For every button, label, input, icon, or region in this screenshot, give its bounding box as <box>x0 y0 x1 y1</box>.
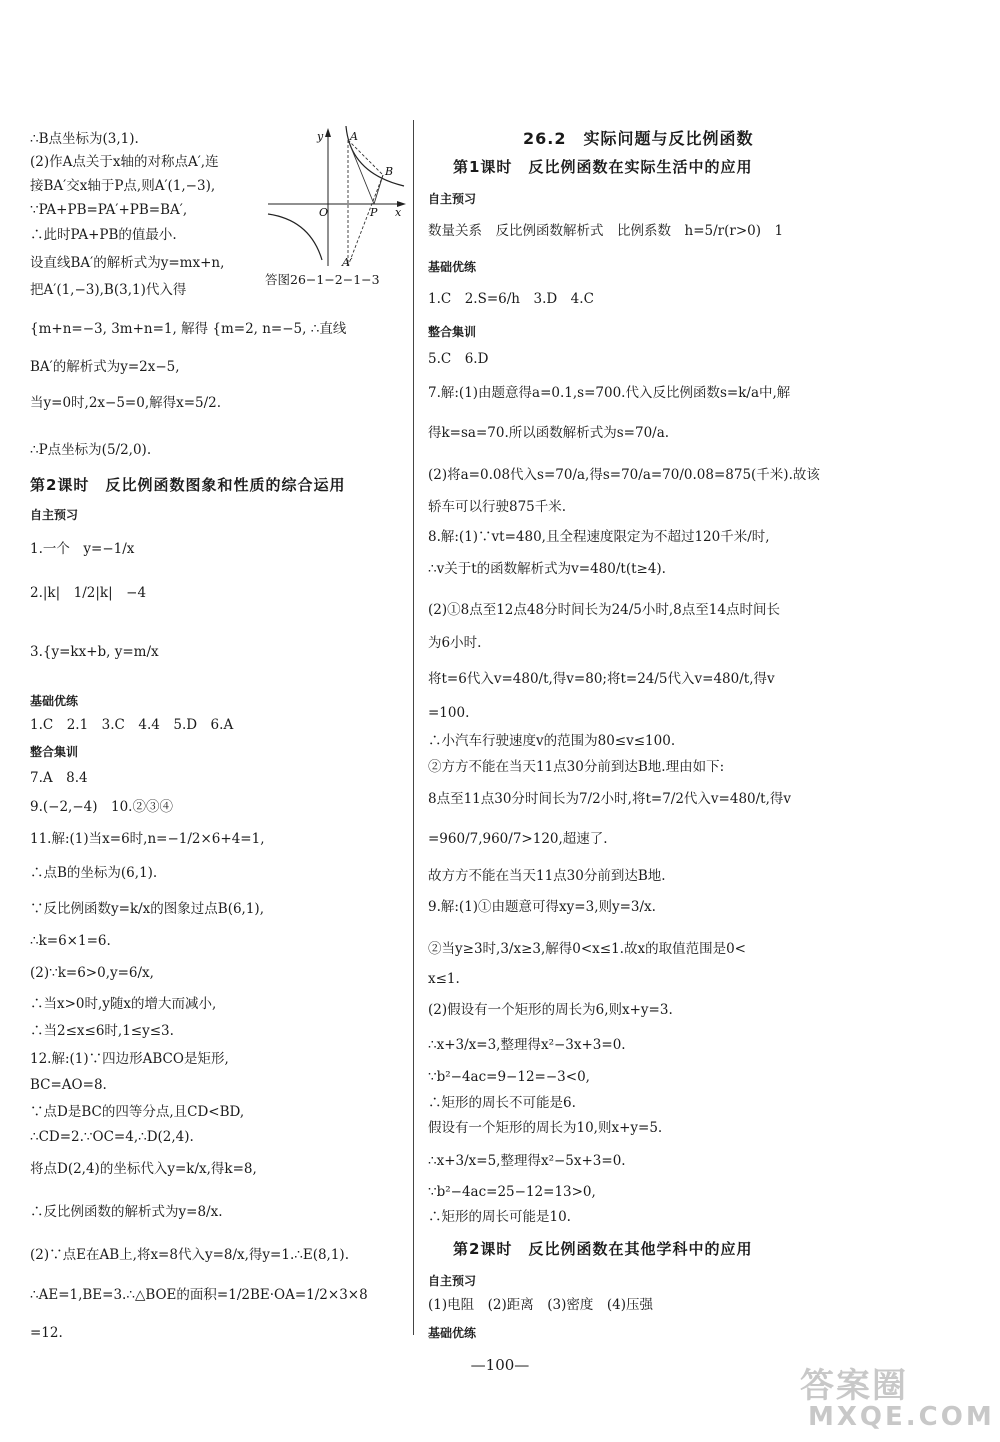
section-heading: 基础优练 <box>30 694 79 708</box>
label-O: O <box>319 206 329 219</box>
text-line: ∴点B的坐标为(6,1). <box>30 865 158 881</box>
text-line: ∵点D是BC的四等分点,且CD<BD, <box>30 1104 245 1120</box>
text-line: 假设有一个矩形的周长为10,则x+y=5. <box>428 1120 663 1136</box>
text-line: 把A′(1,−3),B(3,1)代入得 <box>30 282 187 298</box>
section-heading: 自主预习 <box>428 1274 477 1288</box>
text-line: ∴B点坐标为(3,1). <box>30 131 139 147</box>
text-line: 当y=0时,2x−5=0,解得x=5/2. <box>30 395 222 411</box>
text-line: ∴矩形的周长不可能是6. <box>428 1095 576 1111</box>
text-line: 8点至11点30分时间长为7/2小时,将t=7/2代入v=480/t,得v <box>428 791 792 807</box>
text-line: 1.一个 y=−1/x <box>30 541 135 557</box>
lesson-title: 第2课时 反比例函数图象和性质的综合运用 <box>30 476 346 494</box>
text-line: ∴x+3/x=3,整理得x²−3x+3=0. <box>428 1037 626 1053</box>
text-line: ∴v关于t的函数解析式为v=480/t(t≥4). <box>428 561 666 577</box>
figure-caption: 答图26−1−2−1−3 <box>265 272 380 287</box>
label-B: B <box>385 165 394 178</box>
text-line: =960/7,960/7>120,超速了. <box>428 831 608 847</box>
text-line: ∴x+3/x=5,整理得x²−5x+3=0. <box>428 1153 626 1169</box>
text-line: 故方方不能在当天11点30分前到达B地. <box>428 868 666 884</box>
text-line: 9.解:(1)①由题意可得xy=3,则y=3/x. <box>428 899 656 915</box>
page-number: —100— <box>470 1356 530 1374</box>
text-line: ∴反比例函数的解析式为y=8/x. <box>30 1204 223 1220</box>
text-line: (2)∵k=6>0,y=6/x, <box>30 965 154 981</box>
section-heading: 自主预习 <box>428 192 477 206</box>
text-line: 5.C 6.D <box>428 351 489 367</box>
label-A-prime: A′ <box>342 256 353 268</box>
text-line: x≤1. <box>428 971 460 987</box>
text-line: ∴当x>0时,y随x的增大而减小, <box>30 996 217 1012</box>
text-line: 为6小时. <box>428 635 482 651</box>
text-line: ∴小汽车行驶速度v的范围为80≤v≤100. <box>428 733 676 749</box>
text-line: 11.解:(1)当x=6时,n=−1/2×6+4=1, <box>30 831 265 847</box>
text-line: ∴当2≤x≤6时,1≤y≤3. <box>30 1023 174 1039</box>
text-line: 将t=6代入v=480/t,得v=80;将t=24/5代入v=480/t,得v <box>428 671 775 687</box>
text-line: 7.解:(1)由题意得a=0.1,s=700.代入反比例函数s=k/a中,解 <box>428 385 791 401</box>
text-line: 8.解:(1)∵vt=480,且全程速度限定为不超过120千米/时, <box>428 529 770 545</box>
section-heading: 整合集训 <box>428 325 477 339</box>
label-x: x <box>395 206 402 219</box>
column-divider <box>413 120 414 1335</box>
text-line: ∵反比例函数y=k/x的图象过点B(6,1), <box>30 901 264 917</box>
section-heading: 自主预习 <box>30 508 79 522</box>
section-heading: 基础优练 <box>428 260 477 274</box>
hyperbola-figure <box>266 118 406 268</box>
text-line: 将点D(2,4)的坐标代入y=k/x,得k=8, <box>30 1161 257 1177</box>
text-line: (1)电阻 (2)距离 (3)密度 (4)压强 <box>428 1297 653 1313</box>
text-line: 得k=sa=70.所以函数解析式为s=70/a. <box>428 425 670 441</box>
text-line: 2.|k| 1/2|k| −4 <box>30 585 147 601</box>
text-line: (2)①8点至12点48分时间长为24/5小时,8点至14点时间长 <box>428 602 780 618</box>
text-line: 轿车可以行驶875千米. <box>428 499 567 515</box>
text-line: 9.(−2,−4) 10.②③④ <box>30 799 173 815</box>
text-line: 设直线BA′的解析式为y=mx+n, <box>30 255 225 271</box>
label-A: A <box>350 130 358 143</box>
label-P: P <box>370 206 378 219</box>
text-line: 12.解:(1)∵四边形ABCO是矩形, <box>30 1051 229 1067</box>
text-line: =12. <box>30 1325 63 1341</box>
text-line: 7.A 8.4 <box>30 770 88 786</box>
lesson-title: 第1课时 反比例函数在实际生活中的应用 <box>453 158 753 176</box>
text-line: (2)作A点关于x轴的对称点A′,连 <box>30 154 219 170</box>
text-line: 接BA′交x轴于P点,则A′(1,−3), <box>30 178 216 194</box>
text-line: BC=AO=8. <box>30 1077 107 1093</box>
text-line: ∴CD=2.∵OC=4,∴D(2,4). <box>30 1129 194 1145</box>
text-line: 1.C 2.S=6/h 3.D 4.C <box>428 291 594 307</box>
lesson-title: 第2课时 反比例函数在其他学科中的应用 <box>453 1240 753 1258</box>
section-heading: 整合集训 <box>30 745 79 759</box>
text-line: 1.C 2.1 3.C 4.4 5.D 6.A <box>30 717 234 733</box>
text-line: ∴此时PA+PB的值最小. <box>30 227 177 243</box>
text-line: ∴矩形的周长可能是10. <box>428 1209 571 1225</box>
text-line: ②方方不能在当天11点30分前到达B地.理由如下: <box>428 759 725 775</box>
text-line: ∴AE=1,BE=3.∴△BOE的面积=1/2BE·OA=1/2×3×8 <box>30 1287 368 1303</box>
text-line: ∵PA+PB=PA′+PB=BA′, <box>30 202 188 218</box>
text-line: 数量关系 反比例函数解析式 比例系数 h=5/r(r>0) 1 <box>428 223 784 239</box>
text-line: ∴P点坐标为(5/2,0). <box>30 442 152 458</box>
watermark-logo: 答案圈 <box>800 1366 908 1406</box>
text-line: ②当y≥3时,3/x≥3,解得0<x≤1.故x的取值范围是0< <box>428 941 746 957</box>
text-line: (2)将a=0.08代入s=70/a,得s=70/a=70/0.08=875(千米).故该 <box>428 467 820 483</box>
text-line: ∵b²−4ac=25−12=13>0, <box>428 1184 596 1200</box>
equation-system-line: {m+n=−3, 3m+n=1, 解得 {m=2, n=−5, ∴直线 <box>30 321 347 337</box>
section-title: 26.2 实际问题与反比例函数 <box>523 129 754 148</box>
text-line: ∴k=6×1=6. <box>30 933 111 949</box>
text-line: (2)∵点E在AB上,将x=8代入y=8/x,得y=1.∴E(8,1). <box>30 1247 349 1263</box>
text-line: (2)假设有一个矩形的周长为6,则x+y=3. <box>428 1002 673 1018</box>
label-y: y <box>317 130 324 143</box>
text-line: ∵b²−4ac=9−12=−3<0, <box>428 1069 590 1085</box>
text-line: =100. <box>428 705 470 721</box>
equation-system-line: 3.{y=kx+b, y=m/x <box>30 644 159 660</box>
watermark-url: MXQE.COM <box>808 1402 995 1432</box>
section-heading: 基础优练 <box>428 1326 477 1340</box>
text-line: BA′的解析式为y=2x−5, <box>30 359 180 375</box>
